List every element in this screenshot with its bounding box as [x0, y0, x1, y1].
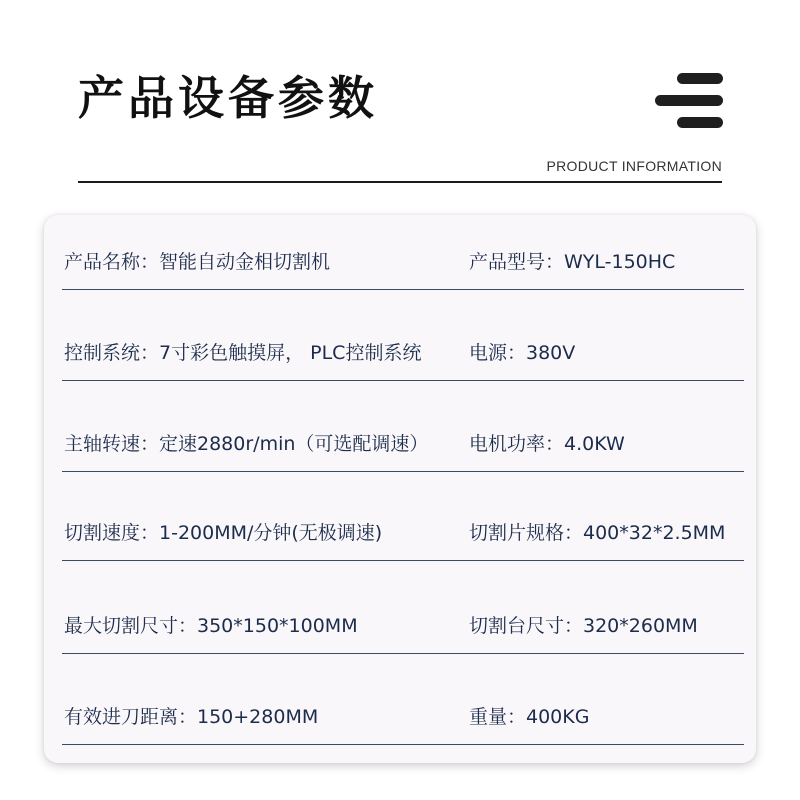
menu-bar-middle	[655, 95, 723, 106]
spec-control-system: 控制系统：7寸彩色触摸屏， PLC控制系统	[64, 342, 422, 364]
spec-row	[62, 614, 744, 654]
menu-bar-bottom	[677, 117, 723, 128]
spec-max-cutting-size: 最大切割尺寸：350*150*100MM	[64, 615, 358, 637]
header-divider	[78, 181, 722, 183]
spec-blade-size: 切割片规格：400*32*2.5MM	[469, 522, 726, 544]
spec-card	[44, 215, 756, 763]
row-divider	[62, 471, 744, 472]
spec-product-model: 产品型号：WYL-150HC	[469, 251, 676, 273]
hamburger-menu-icon	[655, 73, 725, 129]
row-divider	[62, 653, 744, 654]
spec-cutting-speed: 切割速度：1-200MM/分钟(无极调速)	[64, 522, 383, 544]
spec-table-size: 切割台尺寸：320*260MM	[469, 615, 698, 637]
row-divider	[62, 380, 744, 381]
spec-row	[62, 432, 744, 472]
spec-row	[62, 705, 744, 745]
spec-weight: 重量：400KG	[469, 706, 590, 728]
spec-power-supply: 电源：380V	[469, 342, 576, 364]
spec-spindle-speed: 主轴转速：定速2880r/min（可选配调速）	[64, 433, 429, 455]
spec-row	[62, 521, 744, 561]
row-divider	[62, 560, 744, 561]
menu-bar-top	[677, 73, 723, 84]
row-divider	[62, 744, 744, 745]
spec-product-name: 产品名称：智能自动金相切割机	[64, 251, 331, 273]
page-subtitle: PRODUCT INFORMATION	[546, 158, 722, 174]
spec-feed-distance: 有效进刀距离：150+280MM	[64, 706, 319, 728]
page-title: 产品设备参数	[78, 71, 378, 125]
row-divider	[62, 289, 744, 290]
spec-row	[62, 341, 744, 381]
spec-motor-power: 电机功率：4.0KW	[469, 433, 625, 455]
spec-row	[62, 250, 744, 290]
